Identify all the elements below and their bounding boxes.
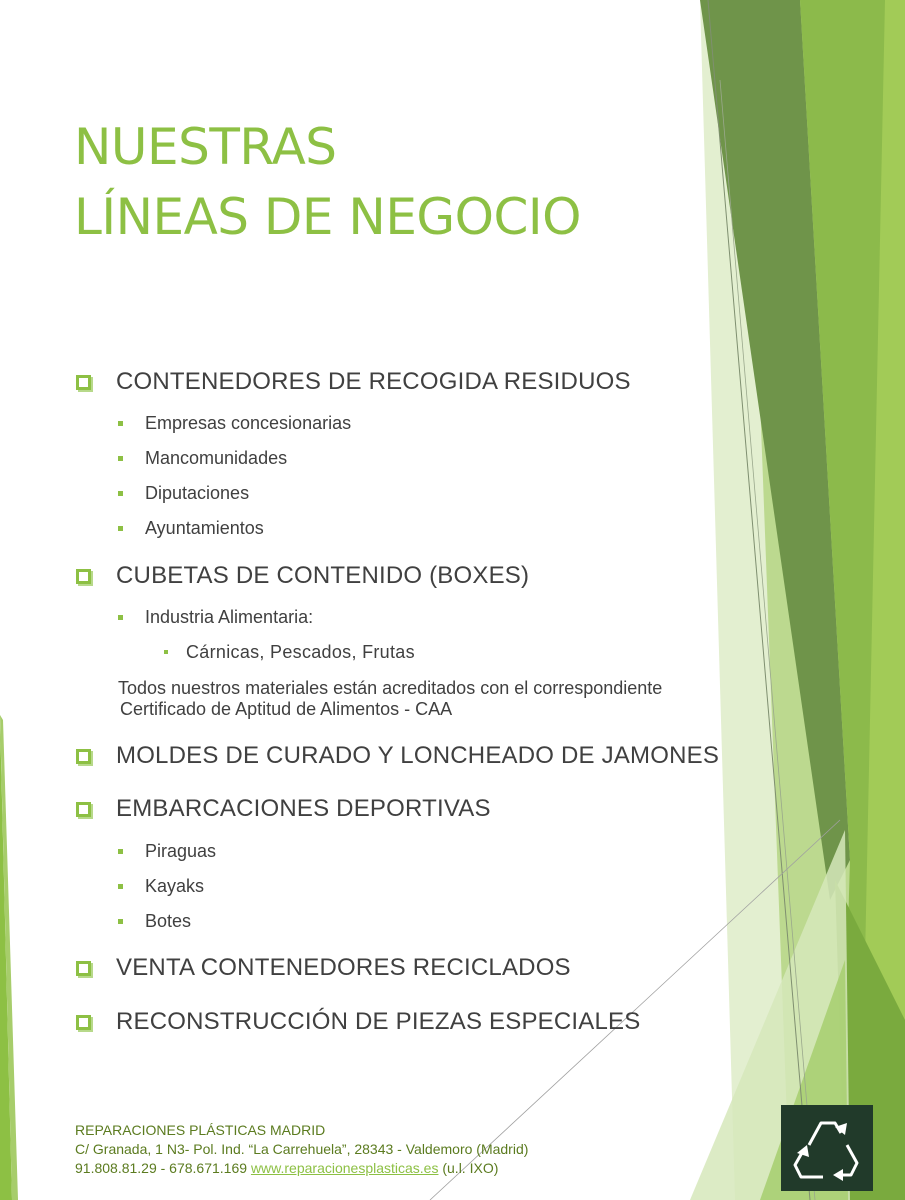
checkbox-bullet-icon — [76, 802, 91, 817]
sub-list-item: Cárnicas, Pescados, Frutas — [164, 640, 415, 664]
checkbox-bullet-icon — [76, 569, 91, 584]
square-bullet-icon — [118, 919, 123, 924]
checkbox-bullet-icon — [76, 1015, 91, 1030]
square-bullet-icon — [118, 884, 123, 889]
square-bullet-icon — [118, 615, 123, 620]
recycle-icon — [781, 1105, 873, 1191]
section-heading: CONTENEDORES DE RECOGIDA RESIDUOS — [76, 367, 631, 397]
certification-note: Todos nuestros materiales están acreditados con el correspondiente Certificado de Aptitud de Alimentos - CAA — [118, 678, 663, 719]
square-bullet-icon — [118, 526, 123, 531]
contact-line — [75, 1159, 528, 1178]
list-item: Diputaciones — [118, 481, 249, 505]
footer-suffix: (u.l. IXO) — [442, 1160, 499, 1176]
square-bullet-icon — [164, 650, 168, 654]
list-item: Empresas concesionarias — [118, 411, 351, 435]
list-item: Kayaks — [118, 874, 204, 898]
list-item: Mancomunidades — [118, 446, 287, 470]
footer-contact — [75, 1121, 528, 1178]
company-name: REPARACIONES PLÁSTICAS MADRID — [75, 1122, 326, 1138]
list-item: Botes — [118, 909, 191, 933]
title-line-2: LÍNEAS DE NEGOCIO — [74, 188, 582, 246]
title-line-1: NUESTRAS — [74, 118, 337, 176]
checkbox-bullet-icon — [76, 375, 91, 390]
square-bullet-icon — [118, 456, 123, 461]
square-bullet-icon — [118, 849, 123, 854]
checkbox-bullet-icon — [76, 749, 91, 764]
section-heading: VENTA CONTENEDORES RECICLADOS — [76, 953, 571, 983]
section-heading: EMBARCACIONES DEPORTIVAS — [76, 794, 491, 824]
section-heading: RECONSTRUCCIÓN DE PIEZAS ESPECIALES — [76, 1007, 640, 1037]
list-item: Ayuntamientos — [118, 516, 264, 540]
company-address: C/ Granada, 1 N3- Pol. Ind. “La Carrehuela”, 28343 - Valdemoro (Madrid) — [75, 1141, 529, 1157]
website-link[interactable]: www.reparacionesplasticas.es — [250, 1160, 439, 1176]
section-heading: CUBETAS DE CONTENIDO (BOXES) — [76, 561, 529, 591]
list-item: Industria Alimentaria: — [118, 605, 313, 629]
phone-numbers: 91.808.81.29 - 678.671.169 — [75, 1160, 248, 1176]
page-title — [74, 112, 581, 252]
checkbox-bullet-icon — [76, 961, 91, 976]
company-logo — [781, 1105, 873, 1191]
list-item: Piraguas — [118, 839, 216, 863]
square-bullet-icon — [118, 491, 123, 496]
section-heading: MOLDES DE CURADO Y LONCHEADO DE JAMONES — [76, 741, 719, 771]
square-bullet-icon — [118, 421, 123, 426]
